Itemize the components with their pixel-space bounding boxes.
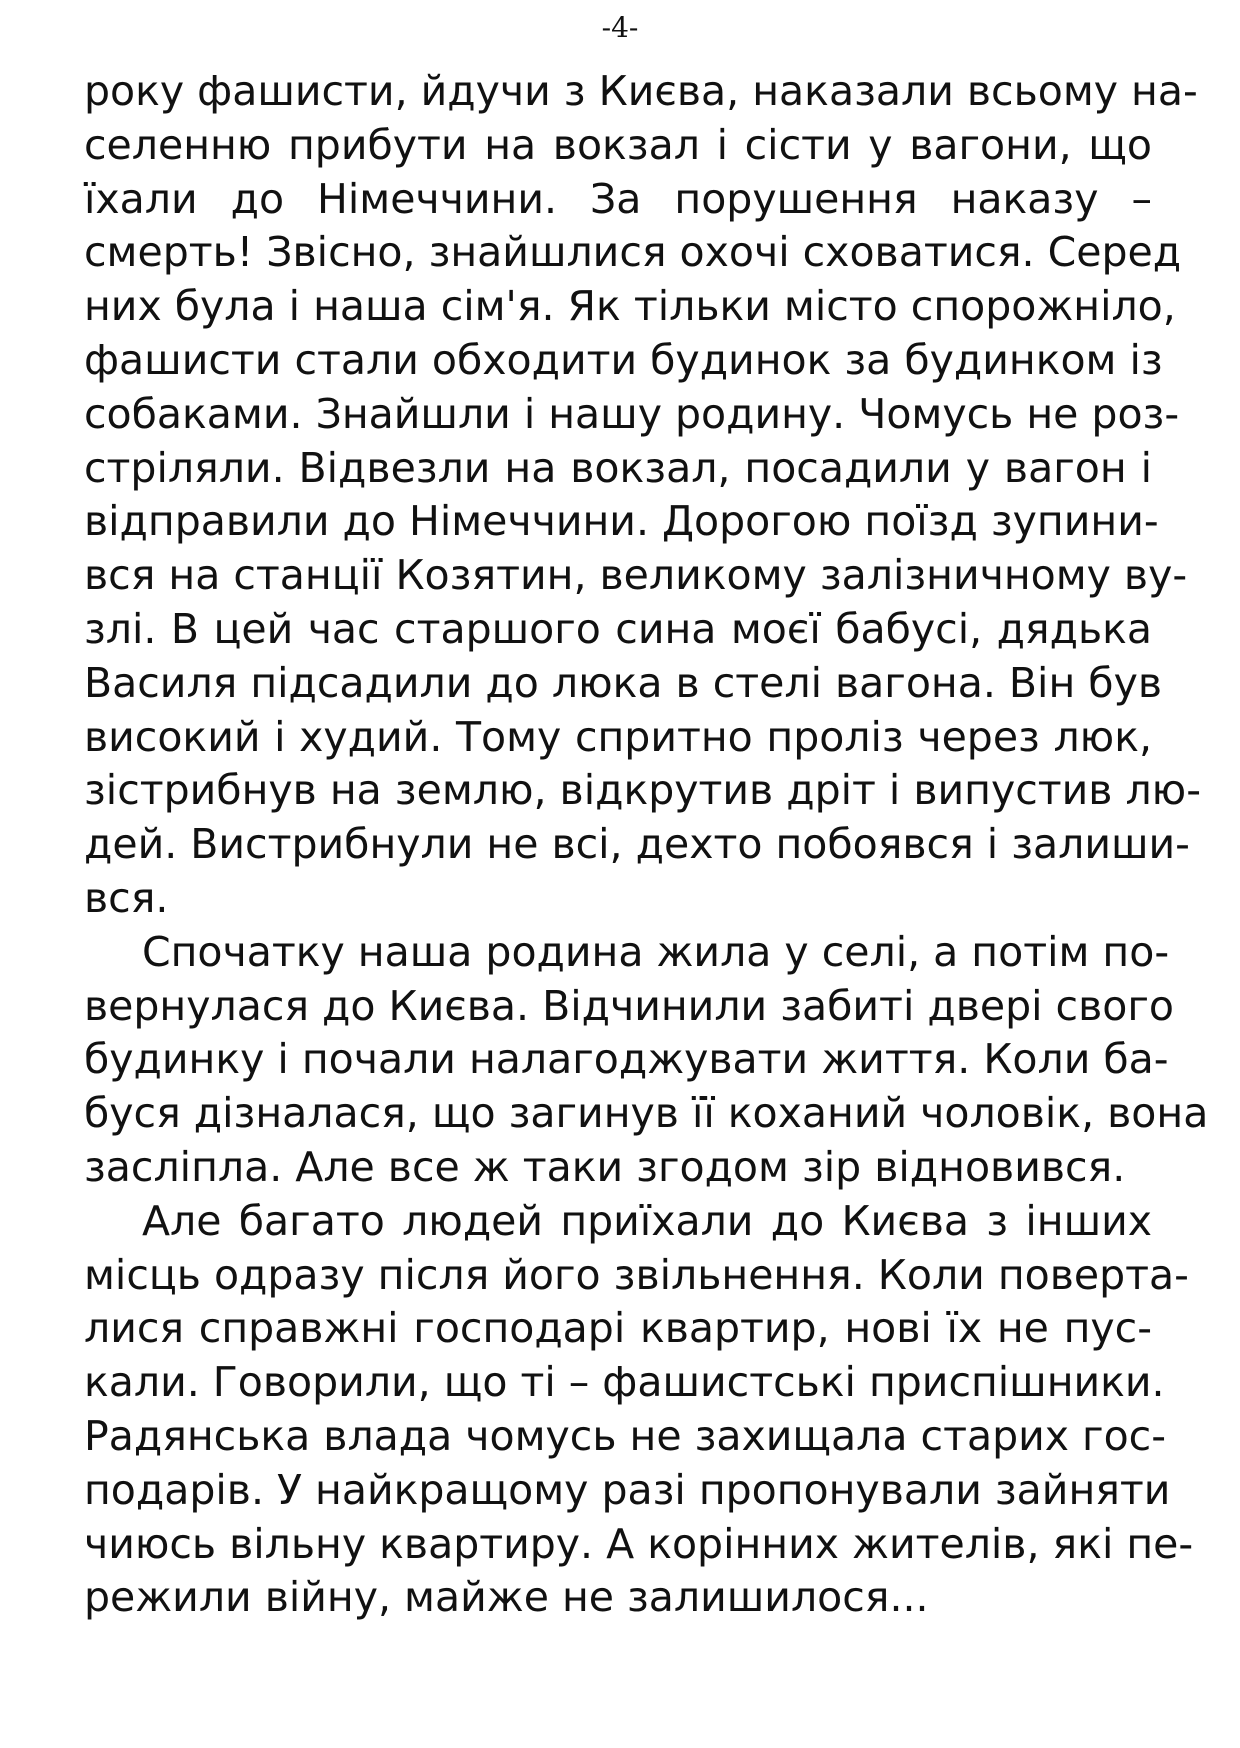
text-line: вернулася до Києва. Відчинили забиті двері свого <box>84 981 1174 1030</box>
text-line: злі. В цей час старшого сина моєї бабусі, дядька <box>84 604 1152 653</box>
text-line: чиюсь вільну квартиру. А корінних жителів, які пе- <box>84 1519 1194 1568</box>
text-line: року фашисти, йдучи з Києва, наказали всьому на- <box>84 67 1198 115</box>
text-line: їхали до Німеччини. За порушення наказу – <box>84 174 1152 223</box>
text-line: місць одразу після його звільнення. Коли поверта- <box>84 1250 1189 1299</box>
text-line: засліпла. Але все ж таки згодом зір відновився. <box>84 1142 1126 1191</box>
page-number: -4- <box>601 11 639 44</box>
text-line: режили війну, майже не залишилося... <box>84 1573 929 1622</box>
text-line: фашисти стали обходити будинок за будинком із <box>84 335 1163 384</box>
text-line: Василя підсадили до люка в стелі вагона. Він був <box>84 658 1162 707</box>
text-line: Радянська влада чомусь не захищала старих гос- <box>84 1411 1167 1460</box>
text-line: буся дізналася, що загинув її коханий чоловік, вона <box>84 1089 1209 1138</box>
text-line: подарів. У найкращому разі пропонували зайняти <box>84 1465 1171 1514</box>
text-line: лися справжні господарі квартир, нові їх не пус- <box>84 1304 1152 1353</box>
text-line: собаками. Знайшли і нашу родину. Чомусь не роз- <box>84 389 1180 438</box>
text-line: високий і худий. Тому спритно проліз через люк, <box>84 712 1152 761</box>
text-line: смерть! Звісно, знайшлися охочі сховатися. Серед <box>84 228 1182 277</box>
text-line: будинку і почали налагоджувати життя. Коли ба- <box>84 1035 1169 1084</box>
text-line: стріляли. Відвезли на вокзал, посадили у вагон і <box>84 443 1152 492</box>
text-line: вся. <box>84 873 169 922</box>
text-line: зістрибнув на землю, відкрутив дріт і випустив лю- <box>84 766 1201 815</box>
body-text <box>84 65 1209 1625</box>
text-line: дей. Вистрибнули не всі, дехто побоявся і залиши- <box>84 820 1190 869</box>
text-line: кали. Говорили, що ті – фашистські приспішники. <box>84 1358 1165 1407</box>
text-line: Але багато людей приїхали до Києва з інших <box>142 1196 1152 1245</box>
text-line: вся на станції Козятин, великому залізничному ву- <box>84 551 1188 600</box>
text-line: відправили до Німеччини. Дорогою поїзд зупини- <box>84 497 1159 546</box>
text-line: селенню прибути на вокзал і сісти у вагони, що <box>84 120 1152 169</box>
text-line: Спочатку наша родина жила у селі, а потім по- <box>142 927 1170 976</box>
text-line: них була і наша сім'я. Як тільки місто спорожніло, <box>84 282 1176 331</box>
